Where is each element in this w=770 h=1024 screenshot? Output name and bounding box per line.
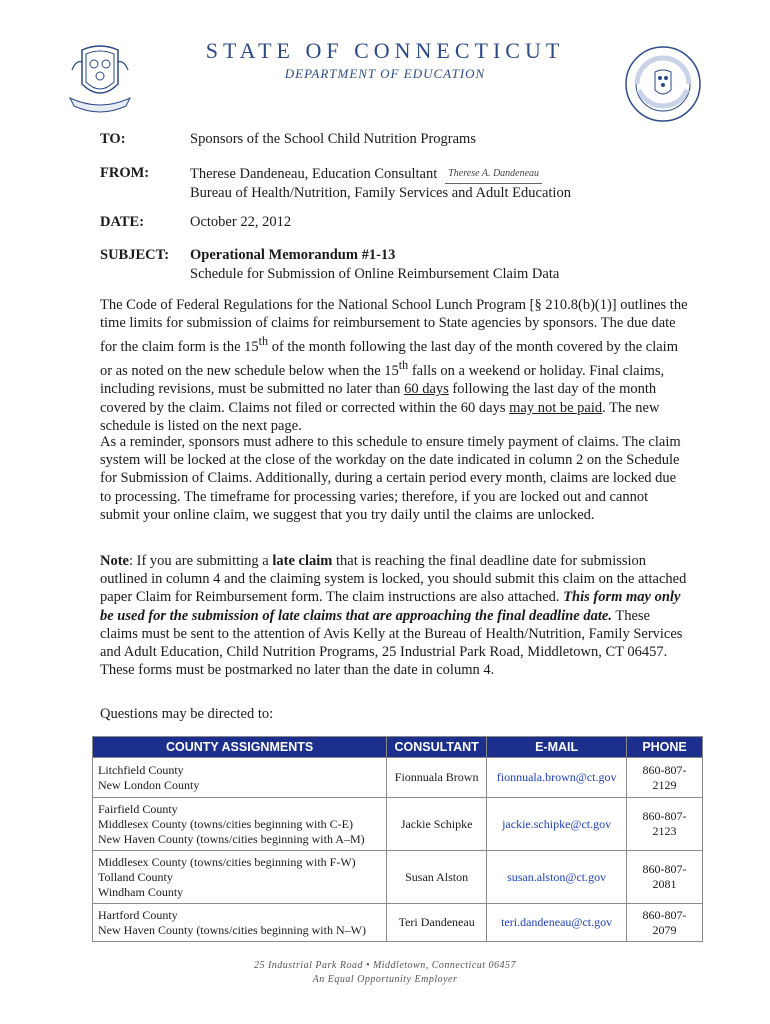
state-seal-logo (62, 40, 138, 116)
signature: Therese A. Dandeneau (445, 164, 542, 184)
from-value (190, 164, 670, 203)
from-label: FROM: (100, 165, 150, 181)
table-row (93, 851, 703, 904)
late-claim-bold: late claim (272, 553, 333, 569)
footer-tagline: An Equal Opportunity Employer (312, 974, 458, 985)
p3-text-c: These claims must be sent to the attention of Avis Kelly at the Bureau of Health/Nutrition, Family Services and Adult Education, Child Nutrition Programs, 25 Industrial Park Road, Middletown, CT 06457. These forms must be postmarked no later than the date in column 4. (100, 607, 683, 679)
email-link[interactable]: jackie.schipke@ct.gov (487, 798, 627, 851)
county-cell (93, 904, 387, 942)
county-cell (93, 798, 387, 851)
board-of-education-seal (623, 44, 703, 124)
p1-text-c: falls on a weekend or holiday. Final claims, including revisions, must be submitted no later than (100, 363, 665, 398)
county-line: Middlesex County (towns/cities beginning with F-W) (98, 854, 356, 869)
p3-text-b: that is reaching the final deadline date for submission outlined in column 4 and the claiming system is locked, you should submit this claim on the attached paper Claim for Reimbursement form. The claim instructions are also attached. (100, 553, 687, 606)
date-label: DATE: (100, 214, 145, 230)
phone-line: 2129 (652, 777, 677, 792)
phone-cell (627, 851, 703, 904)
phone-cell (627, 758, 703, 798)
subject-line1: Operational Memorandum #1-13 (190, 247, 396, 263)
subject-value (190, 246, 670, 284)
county-line: Litchfield County (98, 762, 184, 777)
header-email: E-MAIL (487, 737, 627, 758)
p3-text-a: : If you are submitting a (129, 553, 273, 569)
county-line: Fairfield County (98, 801, 178, 816)
consultant-cell: Fionnuala Brown (387, 758, 487, 798)
consultant-table (92, 736, 703, 942)
paragraph-reminder (100, 433, 690, 524)
phone-line: 2079 (652, 922, 677, 937)
phone-line: 860-807- (642, 862, 687, 876)
state-title: STATE OF CONNECTICUT (205, 38, 565, 63)
p1-text-a: The Code of Federal Regulations for the National School Lunch Program [§ 210.8(b)(1)] outlines the time limits for submission of claims for reimbursement to State agencies by sponsors. The due date for the claim form is the 15 (100, 297, 688, 356)
county-line: Tolland County (98, 869, 173, 884)
p4-text: Questions may be directed to: (100, 706, 274, 722)
county-line: Hartford County (98, 907, 178, 922)
from-value-line2: Bureau of Health/Nutrition, Family Services and Adult Education (190, 185, 571, 201)
phone-line: 860-807- (642, 762, 687, 777)
to-value: Sponsors of the School Child Nutrition Programs (190, 131, 476, 147)
p1-underline-may-not-be-paid: may not be paid (509, 399, 603, 416)
county-line: New Haven County (towns/cities beginning with N–W) (98, 922, 366, 937)
header-consultant: CONSULTANT (387, 737, 487, 758)
date-value: October 22, 2012 (190, 214, 292, 230)
county-line: Windham County (98, 884, 184, 899)
deadline-warning: This form may only be used for the submission of late claims that are approaching the final deadline date. (100, 589, 681, 624)
county-line: Middlesex County (towns/cities beginning with C-E) (98, 816, 353, 831)
email-link[interactable]: teri.dandeneau@ct.gov (487, 904, 627, 942)
phone-line: 860-807- (642, 809, 687, 823)
table-row (93, 758, 703, 798)
header-county: COUNTY ASSIGNMENTS (93, 737, 387, 758)
p1-sup2: th (398, 358, 409, 373)
table-row (93, 904, 703, 942)
email-link[interactable]: susan.alston@ct.gov (487, 851, 627, 904)
p1-text-d: following the last day of the month covered by the claim. Claims not filed or corrected within the 60 days (100, 381, 657, 416)
p1-text-e: . The new schedule is listed on the next page. (100, 399, 660, 434)
to-label: TO: (100, 131, 126, 147)
department-title: DEPARTMENT OF EDUCATION (284, 66, 486, 81)
from-value-line1: Therese Dandeneau, Education Consultant (190, 166, 438, 182)
phone-line: 860-807- (642, 907, 687, 922)
phone-line: 2081 (652, 877, 677, 891)
county-cell (93, 851, 387, 904)
county-line: New Haven County (towns/cities beginning with A–M) (98, 831, 365, 846)
p1-underline-60-days: 60 days (404, 381, 449, 398)
table-header-row (93, 737, 703, 758)
footer-address: 25 Industrial Park Road • Middletown, Connecticut 06457 (253, 960, 517, 971)
table-row (93, 798, 703, 851)
note-label: Note (100, 553, 129, 569)
consultant-cell: Teri Dandeneau (387, 904, 487, 942)
p1-sup1: th (258, 334, 269, 349)
p2-text: As a reminder, sponsors must adhere to this schedule to ensure timely payment of claims. The claim system will be locked at the close of the workday on the date indicated in column 2 on the Schedule for Submission of Claims. Additionally, during a certain period every month, claims are locked due to processing. The timeframe for processing varies; therefore, if you are locked out and cannot submit your online claim, we suggest that you try daily until the claims are unlocked. (100, 434, 681, 523)
county-line: New London County (98, 777, 200, 792)
phone-line: 2123 (652, 824, 677, 838)
subject-label: SUBJECT: (100, 247, 170, 263)
phone-cell (627, 904, 703, 942)
consultant-cell: Jackie Schipke (387, 798, 487, 851)
p1-text-b: of the month following the last day of the month covered by the claim or as noted on the new schedule below when the 15 (100, 339, 678, 380)
paragraph-questions (100, 705, 690, 723)
consultant-cell: Susan Alston (387, 851, 487, 904)
paragraph-regulations (100, 296, 690, 435)
email-link[interactable]: fionnuala.brown@ct.gov (487, 758, 627, 798)
phone-cell (627, 798, 703, 851)
header-phone: PHONE (627, 737, 703, 758)
county-cell (93, 758, 387, 798)
paragraph-note (100, 552, 690, 679)
subject-line2: Schedule for Submission of Online Reimbursement Claim Data (190, 266, 560, 282)
